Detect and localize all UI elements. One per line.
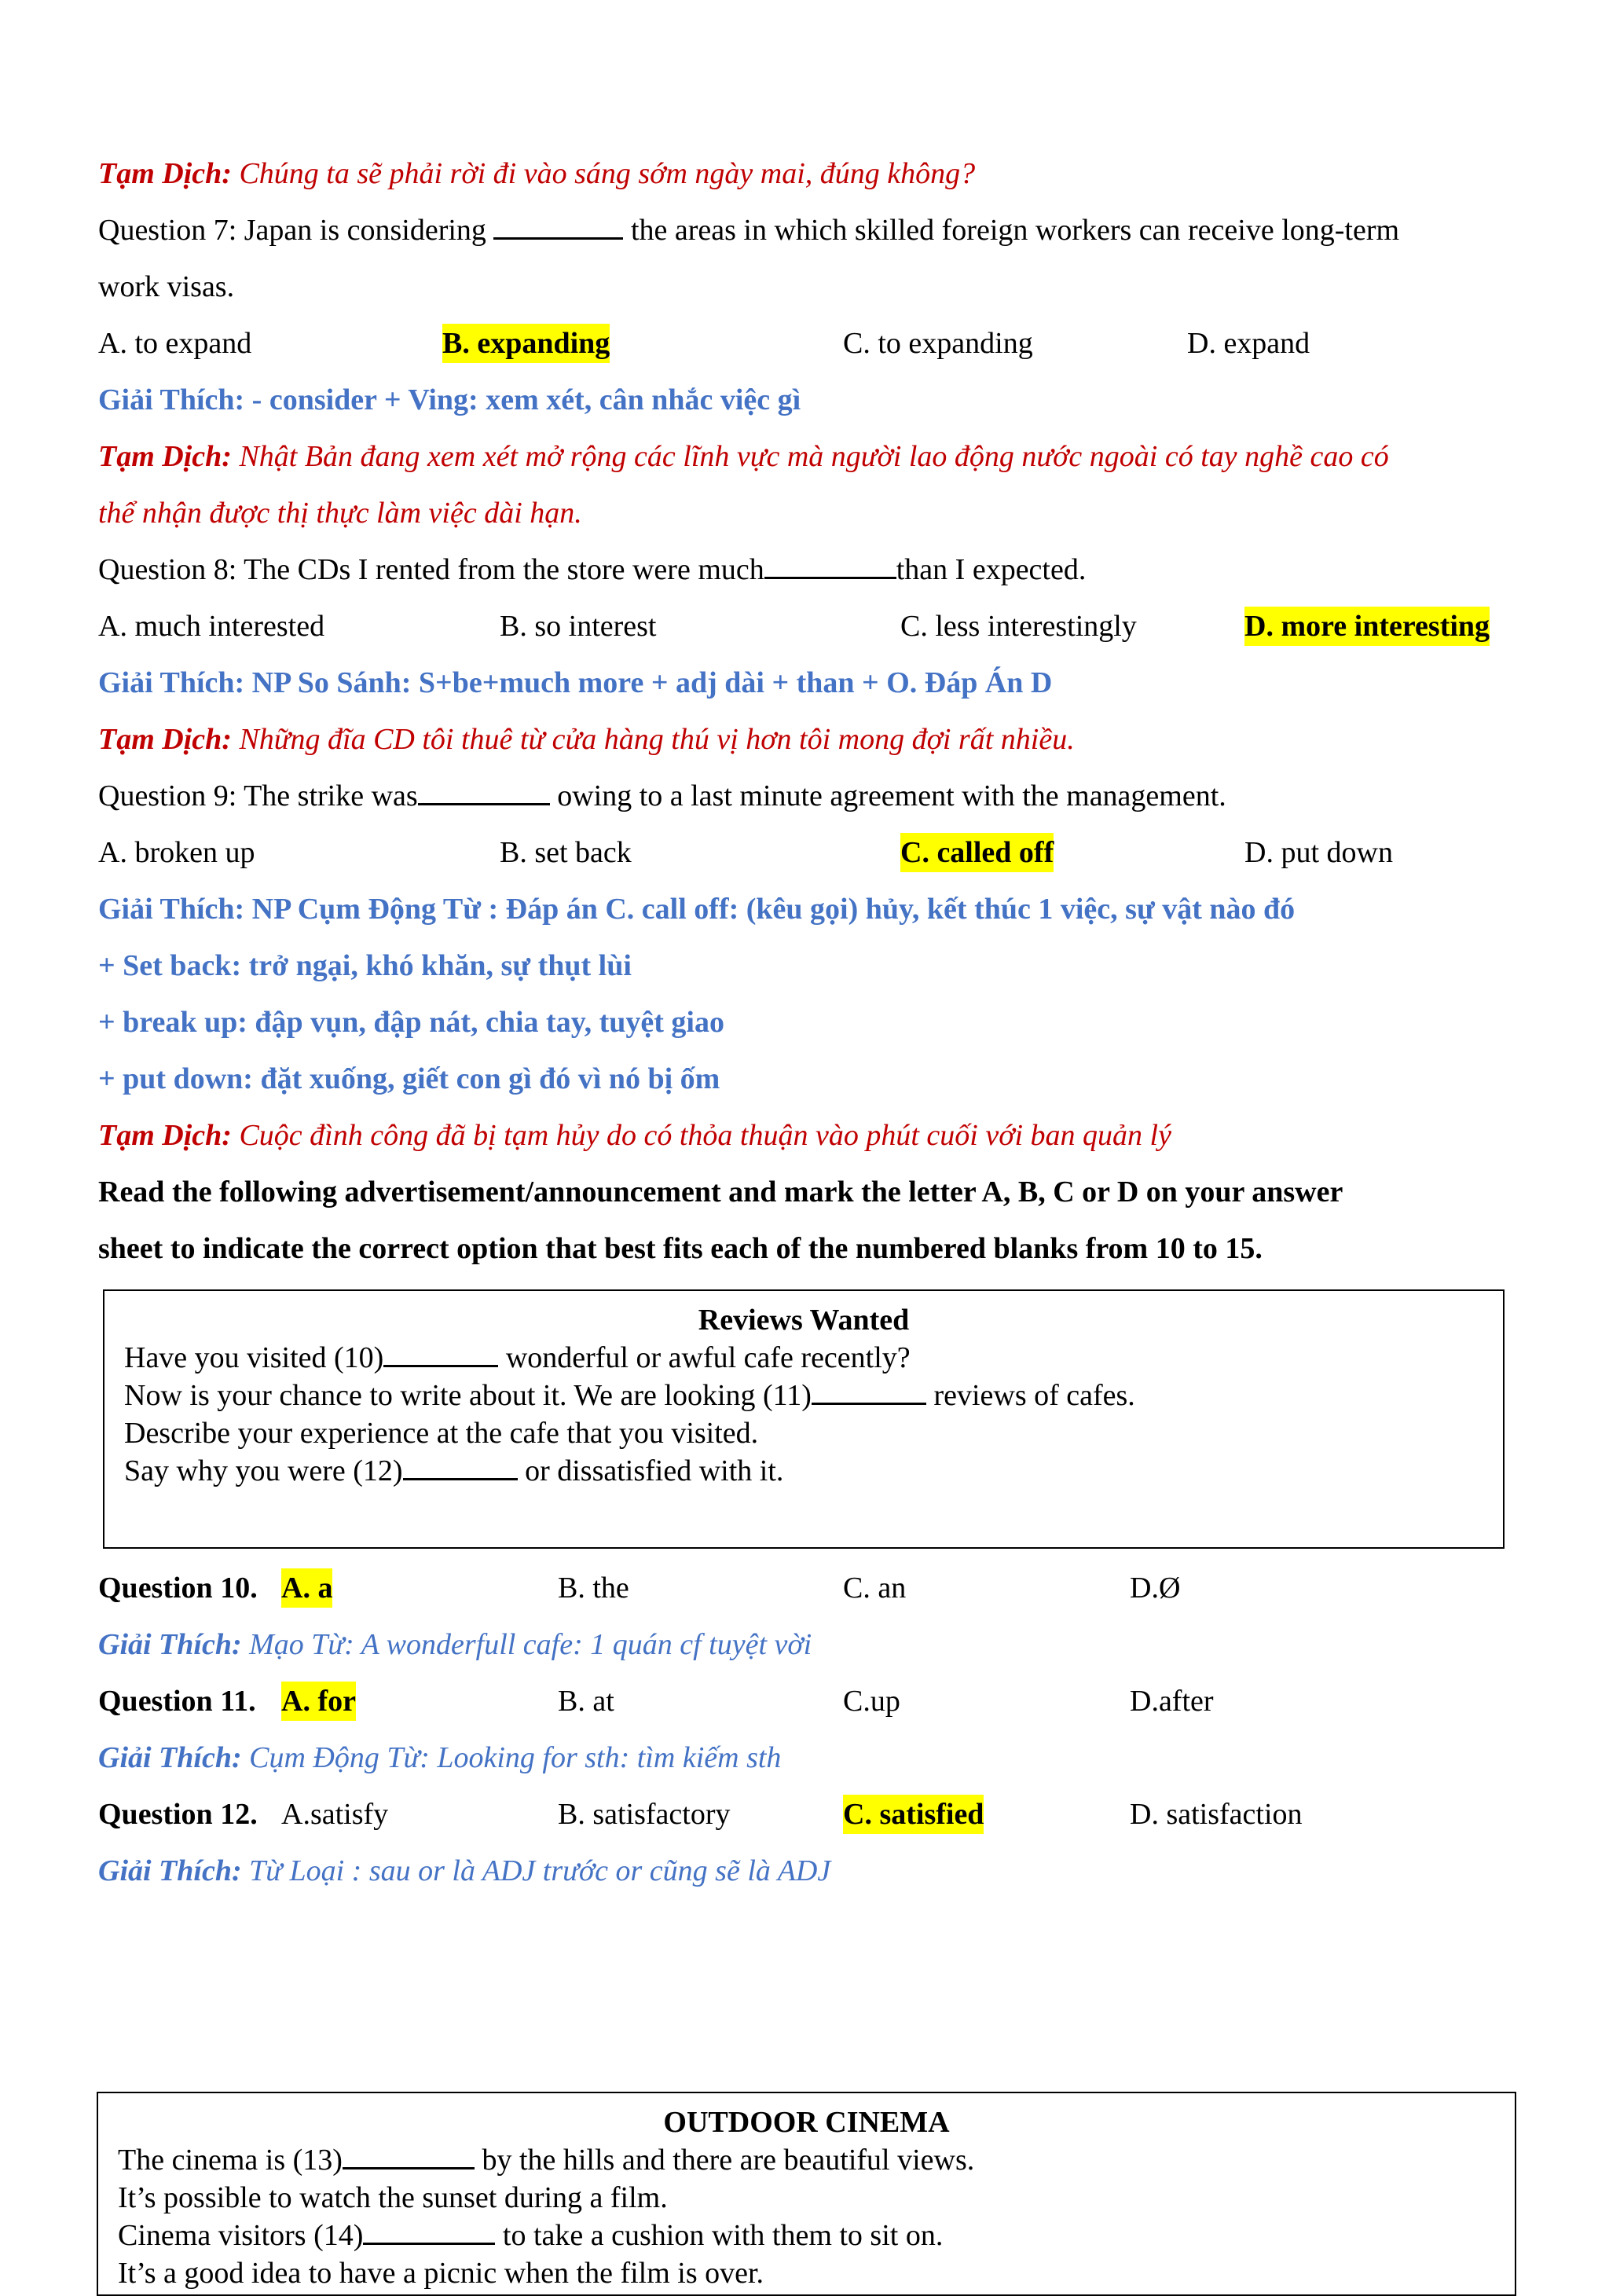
q12-option-a: A.satisfy — [281, 1798, 389, 1831]
box-text: to take a cushion with them to sit on. — [495, 2219, 944, 2252]
q6-translation — [98, 154, 975, 193]
box-text: The cinema is (13) — [118, 2144, 343, 2177]
box-line — [124, 1377, 1135, 1414]
q8-stem — [98, 550, 1086, 589]
box-line: It’s a good idea to have a picnic when the film is over. — [118, 2257, 764, 2290]
explanation-text: Mạo Từ: A wonderfull cafe: 1 quán cf tuyệt vời — [241, 1628, 812, 1661]
q10-explanation — [98, 1625, 812, 1664]
q9-stem-part: Question 9: The strike was — [98, 779, 418, 812]
q9-option-a: A. broken up — [98, 836, 255, 869]
q12-option-b: B. satisfactory — [558, 1798, 731, 1831]
explanation-label: Giải Thích: — [98, 1628, 242, 1661]
explanation-text: Cụm Động Từ: Looking for sth: tìm kiếm sth — [241, 1741, 782, 1774]
q10-label: Question 10. — [98, 1572, 258, 1605]
box-line: It’s possible to watch the sunset during a film. — [118, 2181, 668, 2214]
box-line — [118, 2217, 943, 2254]
q7-stem — [98, 211, 1399, 250]
q7-stem-part: the areas in which skilled foreign workers can receive long-term — [623, 214, 1400, 247]
q7-translation — [98, 437, 1389, 476]
translation-text: Chúng ta sẽ phải rời đi vào sáng sớm ngày mai, đúng không? — [231, 157, 976, 190]
explanation-label: Giải Thích: — [98, 1854, 242, 1887]
section-instruction: Read the following advertisement/announcement and mark the letter A, B, C or D on your answer — [98, 1176, 1343, 1209]
answer-blank — [812, 1379, 926, 1405]
q7-option-a: A. to expand — [98, 327, 252, 360]
q8-option-b: B. so interest — [500, 610, 657, 643]
box-title: OUTDOOR CINEMA — [663, 2106, 950, 2139]
q12-explanation — [98, 1851, 830, 1891]
q9-explanation-line: + Set back: trở ngại, khó khăn, sự thụt lùi — [98, 949, 632, 982]
section-instruction-cont: sheet to indicate the correct option that best fits each of the numbered blanks from 10 to 15. — [98, 1232, 1263, 1265]
q9-option-d: D. put down — [1244, 836, 1393, 869]
q8-option-d-answer: D. more interesting — [1244, 607, 1490, 646]
q8-option-a: A. much interested — [98, 610, 325, 643]
q7-explanation: Giải Thích: - consider + Ving: xem xét, cân nhắc việc gì — [98, 383, 801, 416]
q12-option-d: D. satisfaction — [1130, 1798, 1303, 1831]
q9-stem-part: owing to a last minute agreement with the management. — [549, 779, 1226, 812]
answer-blank — [764, 550, 896, 579]
translation-text: Những đĩa CD tôi thuê từ cửa hàng thú vị hơn tôi mong đợi rất nhiều. — [231, 723, 1075, 756]
translation-label: Tạm Dịch: — [98, 723, 232, 756]
q12-option-c-answer: C. satisfied — [843, 1795, 984, 1834]
q11-option-a-answer: A. for — [281, 1682, 356, 1721]
q9-explanation-line: + put down: đặt xuống, giết con gì đó vì nó bị ốm — [98, 1062, 720, 1095]
q8-option-c: C. less interestingly — [900, 610, 1137, 643]
q9-translation — [98, 1116, 1171, 1155]
q8-stem-part: than I expected. — [896, 553, 1087, 586]
q10-option-b: B. the — [558, 1572, 629, 1605]
translation-label: Tạm Dịch: — [98, 157, 232, 190]
answer-blank — [383, 1341, 498, 1367]
q11-option-d: D.after — [1130, 1685, 1214, 1718]
q10-option-a-answer: A. a — [281, 1568, 332, 1608]
box-text: or dissatisfied with it. — [517, 1454, 784, 1487]
box-line — [124, 1340, 911, 1376]
translation-label: Tạm Dịch: — [98, 440, 232, 473]
answer-blank — [493, 211, 623, 240]
q9-explanation: Giải Thích: NP Cụm Động Từ : Đáp án C. call off: (kêu gọi) hủy, kết thúc 1 việc, sự vật nào đó — [98, 893, 1296, 926]
q11-explanation — [98, 1738, 781, 1777]
translation-text: Cuộc đình công đã bị tạm hủy do có thỏa thuận vào phút cuối với ban quản lý — [231, 1119, 1171, 1152]
q7-stem-part: Question 7: Japan is considering — [98, 214, 494, 247]
answer-blank — [418, 776, 550, 805]
q11-label: Question 11. — [98, 1685, 256, 1718]
box-text: reviews of cafes. — [925, 1379, 1135, 1412]
q9-option-c-answer: C. called off — [900, 833, 1054, 872]
translation-text: Nhật Bản đang xem xét mở rộng các lĩnh vực mà người lao động nước ngoài có tay nghề cao có — [231, 440, 1389, 473]
q9-option-b: B. set back — [500, 836, 632, 869]
q9-explanation-line: + break up: đập vụn, đập nát, chia tay, tuyệt giao — [98, 1006, 724, 1039]
q8-explanation: Giải Thích: NP So Sánh: S+be+much more + adj dài + than + O. Đáp Án D — [98, 666, 1053, 699]
outdoor-cinema-box — [97, 2092, 1516, 2296]
q8-translation — [98, 720, 1075, 759]
box-text: by the hills and there are beautiful views. — [474, 2144, 975, 2177]
explanation-label: Giải Thích: — [98, 1741, 242, 1774]
q7-stem-cont: work visas. — [98, 270, 235, 303]
q7-option-d: D. expand — [1187, 327, 1310, 360]
answer-blank — [363, 2219, 495, 2245]
q7-option-b-answer: B. expanding — [442, 324, 610, 363]
explanation-text: Từ Loại : sau or là ADJ trước or cũng sẽ là ADJ — [241, 1854, 831, 1887]
q7-translation-cont: thể nhận được thị thực làm việc dài hạn. — [98, 497, 582, 530]
box-text: Say why you were (12) — [124, 1454, 403, 1487]
q7-option-c: C. to expanding — [843, 327, 1033, 360]
box-title: Reviews Wanted — [698, 1304, 910, 1337]
q11-option-b: B. at — [558, 1685, 614, 1718]
box-text: wonderful or awful cafe recently? — [498, 1341, 911, 1374]
box-line: Describe your experience at the cafe that you visited. — [124, 1417, 759, 1450]
reviews-wanted-box — [103, 1289, 1505, 1549]
box-text: Cinema visitors (14) — [118, 2219, 364, 2252]
box-line — [124, 1453, 783, 1489]
q11-option-c: C.up — [843, 1685, 900, 1718]
q10-option-c: C. an — [843, 1572, 907, 1605]
box-text: Have you visited (10) — [124, 1341, 384, 1374]
box-text: Now is your chance to write about it. We are looking (11) — [124, 1379, 812, 1412]
q9-stem — [98, 776, 1226, 816]
q12-label: Question 12. — [98, 1798, 258, 1831]
translation-label: Tạm Dịch: — [98, 1119, 232, 1152]
box-line — [118, 2142, 974, 2178]
answer-blank — [403, 1454, 518, 1480]
answer-blank — [343, 2144, 475, 2169]
q8-stem-part: Question 8: The CDs I rented from the store were much — [98, 553, 764, 586]
q10-option-d: D.Ø — [1130, 1572, 1181, 1605]
